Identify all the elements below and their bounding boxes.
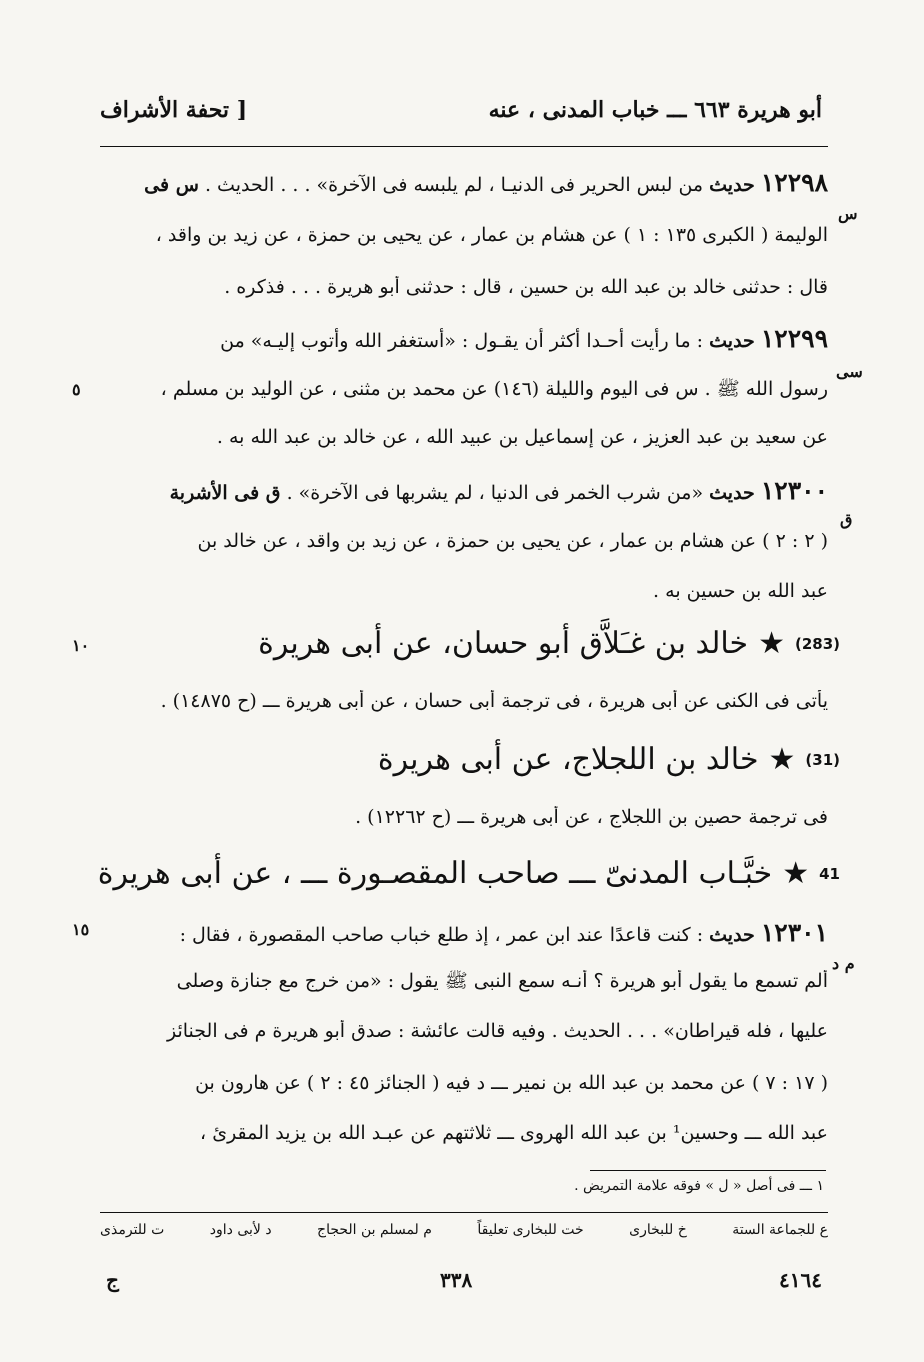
page-number: ٣٣٨ xyxy=(440,1268,473,1292)
section-heading-khalid-lajlaj xyxy=(100,742,840,777)
hadith-12299-line-1: ١٢٢٩٩ حديث : ما رأيت أحـدا أكثر أن يقـول : «أستغفر الله وأتوب إليـه» من xyxy=(220,324,828,353)
text-line: عبد الله ـــ وحسين¹ بن عبد الله الهروى ـــ ثلاثتهم عن عبـد الله بن يزيد المقرئ ، xyxy=(200,1122,828,1144)
abbrev-item: ع للجماعة الستة xyxy=(732,1222,828,1238)
text-line: ( ١٧ : ٧ ) عن محمد بن عبد الله بن نمير ـــ د فيه ( الجنائز ٤٥ : ٢ ) عن هارون بن xyxy=(195,1072,828,1094)
hadith-12300-line-1: ١٢٣٠٠ حديث «من شرب الخمر فى الدنيا ، لم يشربها فى الآخرة» . ق فى الأشربة xyxy=(169,476,828,505)
margin-code: ق xyxy=(840,510,853,529)
abbrev-item: خ للبخارى xyxy=(629,1222,687,1238)
section-heading-khabbab xyxy=(97,856,840,891)
abbreviation-key xyxy=(100,1222,828,1238)
abbrev-item: د لأبى داود xyxy=(209,1222,272,1238)
text-line: عليها ، فله قيراطان» . . . الحديث . وفيه قالت عائشة : صدق أبو هريرة م فى الجنائز xyxy=(166,1020,828,1042)
abbreviation-rule xyxy=(100,1212,828,1213)
section-title: خالد بن غـَلاَّق أبو حسان، عن أبى هريرة xyxy=(258,626,749,661)
header-book-title: [ تحفة الأشراف xyxy=(100,97,248,123)
text-line: عن سعيد بن عبد العزيز ، عن إسماعيل بن عبيد الله ، عن خالد بن عبد الله به . xyxy=(216,426,828,448)
abbrev-item: خت للبخارى تعليقاً xyxy=(477,1222,584,1238)
section-title: خالد بن اللجلاج، عن أبى هريرة xyxy=(377,742,759,777)
signature-mark: ج xyxy=(106,1268,119,1292)
margin-code: س xyxy=(838,204,858,223)
star-icon: ★ xyxy=(758,626,785,661)
hadith-12301-line-1: ١٢٣٠١ حديث : كنت قاعدًا عند ابن عمر ، إذ طلع خباب صاحب المقصورة ، فقال : xyxy=(179,918,828,947)
section-title: خبَّـاب المدنىّ ـــ صاحب المقصـورة ـــ ، عن أبى هريرة xyxy=(97,856,773,891)
margin-code: سى xyxy=(836,362,863,381)
text-line: ألم تسمع ما يقول أبو هريرة ؟ أنـه سمع النبى ﷺ يقول : «من خرج مع جنازة وصلى xyxy=(176,970,828,992)
section-number: (31) xyxy=(805,750,840,769)
text-line: الوليمة ( الكبرى ١٣٥ : ١ ) عن هشام بن عمار ، عن يحيى بن حمزة ، عن زيد بن واقد ، xyxy=(155,224,828,246)
text-line: ( ٢ : ٢ ) عن هشام بن عمار ، عن يحيى بن حمزة ، عن زيد بن واقد ، عن خالد بن xyxy=(197,530,828,552)
section-note: فى ترجمة حصين بن اللجلاج ، عن أبى هريرة ـــ (ح ١٢٢٦٢) . xyxy=(355,806,828,828)
section-number: (283) xyxy=(794,634,840,653)
line-number-marker: ١٠ xyxy=(72,636,90,655)
text-line: رسول الله ﷺ . س فى اليوم والليلة (١٤٦) عن محمد بن مثنى ، عن الوليد بن مسلم ، xyxy=(160,378,828,400)
star-icon: ★ xyxy=(782,856,810,891)
abbrev-item: ت للترمذى xyxy=(100,1222,165,1238)
hadith-12298-line-1: ١٢٢٩٨ حديث من لبس الحرير فى الدنيـا ، لم يلبسه فى الآخرة» . . . الحديث . س فى xyxy=(144,168,828,197)
section-heading-khalid-ghallaq xyxy=(100,626,840,661)
volume-number: ٤١٦٤ xyxy=(779,1268,822,1292)
footnote-rule xyxy=(590,1170,826,1171)
text-line: عبد الله بن حسين به . xyxy=(653,580,828,602)
text-line: قال : حدثنى خالد بن عبد الله بن حسين ، قال : حدثنى أبو هريرة . . . فذكره . xyxy=(224,276,828,298)
section-note: يأتى فى الكنى عن أبى هريرة ، فى ترجمة أبى حسان ، عن أبى هريرة ـــ (ح ١٤٨٧٥) . xyxy=(160,690,828,712)
header-chapter: أبو هريرة ٦٦٣ ـــ خباب المدنى ، عنه xyxy=(488,97,822,123)
header-rule xyxy=(100,146,828,147)
margin-code: م د xyxy=(832,954,855,973)
section-number: 41 xyxy=(819,864,840,883)
running-header xyxy=(100,88,822,132)
footnote: ١ ـــ فى أصل « ل » فوقه علامة التمريض . xyxy=(574,1178,824,1194)
abbrev-item: م لمسلم بن الحجاج xyxy=(317,1222,432,1238)
star-icon: ★ xyxy=(768,742,796,777)
line-number-marker: ١٥ xyxy=(72,920,90,939)
line-number-marker: ٥ xyxy=(72,380,81,399)
